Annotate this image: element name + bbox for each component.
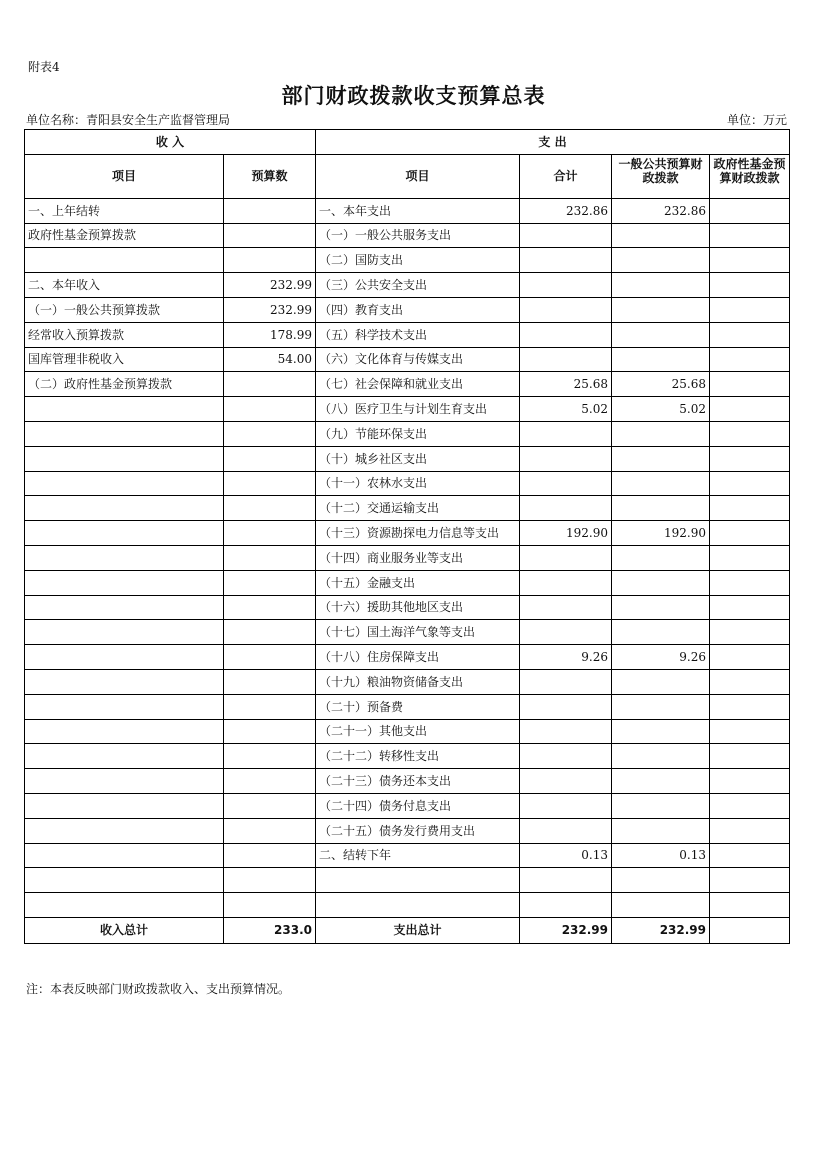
footnote: 注：本表反映部门财政拨款收入、支出预算情况。 (26, 982, 291, 996)
expense-total-cell (520, 421, 612, 446)
expense-fund-cell (710, 198, 790, 223)
expense-total-cell: 192.90 (520, 521, 612, 546)
expense-item-cell: （六）文化体育与传媒支出 (316, 347, 520, 372)
expense-item-cell (316, 893, 520, 918)
expense-general-cell: 232.86 (612, 198, 710, 223)
expense-item-cell: （二十）预备费 (316, 694, 520, 719)
table-row (25, 669, 790, 694)
expense-fund-cell (710, 273, 790, 298)
expense-total-cell (520, 595, 612, 620)
expense-general-cell (612, 868, 710, 893)
expense-general-cell (612, 545, 710, 570)
table-row (25, 297, 790, 322)
table-row (25, 793, 790, 818)
income-amount-cell (224, 620, 316, 645)
expense-fund-cell (710, 893, 790, 918)
expense-fund-cell (710, 570, 790, 595)
currency-unit: 单位：万元 (726, 113, 787, 127)
expense-item-cell: （十）城乡社区支出 (316, 446, 520, 471)
expense-general-cell: 0.13 (612, 843, 710, 868)
income-amount-cell (224, 397, 316, 422)
table-row (25, 818, 790, 843)
income-amount-cell (224, 471, 316, 496)
income-amount-cell (224, 545, 316, 570)
expense-fund-cell (710, 545, 790, 570)
table-row (25, 471, 790, 496)
expense-general-cell (612, 223, 710, 248)
income-amount-cell (224, 793, 316, 818)
expense-total-cell (520, 744, 612, 769)
income-amount-cell (224, 669, 316, 694)
income-amount-cell (224, 694, 316, 719)
income-amount-cell (224, 446, 316, 471)
page-title: 部门财政拨款收支预算总表 (281, 84, 546, 108)
income-item-cell: 二、本年收入 (25, 273, 224, 298)
expense-general-cell (612, 273, 710, 298)
expense-fund-cell (710, 521, 790, 546)
income-amount-cell: 232.99 (224, 297, 316, 322)
column-header-row (25, 154, 790, 198)
expense-general-cell: 25.68 (612, 372, 710, 397)
table-row (25, 496, 790, 521)
budget-table (24, 129, 790, 944)
unit-name: 单位名称：青阳县安全生产监督管理局 (26, 113, 231, 127)
table-row (25, 347, 790, 372)
expense-item-cell: （二）国防支出 (316, 248, 520, 273)
table-row (25, 769, 790, 794)
table-row (25, 446, 790, 471)
expense-item-cell: （二十二）转移性支出 (316, 744, 520, 769)
expense-fund-cell (710, 694, 790, 719)
expense-item-cell: （十九）粮油物资储备支出 (316, 669, 520, 694)
expense-general-cell: 5.02 (612, 397, 710, 422)
income-item-cell (25, 248, 224, 273)
expense-item-cell: （三）公共安全支出 (316, 273, 520, 298)
expense-fund-cell (710, 496, 790, 521)
income-amount-cell (224, 645, 316, 670)
income-item-cell (25, 744, 224, 769)
table-row (25, 223, 790, 248)
income-item-cell (25, 521, 224, 546)
group-header-row (25, 130, 790, 155)
expense-general-cell: 192.90 (612, 521, 710, 546)
expense-fund-total (710, 917, 790, 943)
expense-general-header: 一般公共预算财政拨款 (612, 154, 710, 198)
table-row (25, 719, 790, 744)
expense-general-cell (612, 620, 710, 645)
expense-fund-cell (710, 769, 790, 794)
expense-total-cell (520, 545, 612, 570)
income-amount-cell (224, 521, 316, 546)
expense-item-cell: （十四）商业服务业等支出 (316, 545, 520, 570)
income-amount-cell (224, 843, 316, 868)
income-amount-cell (224, 248, 316, 273)
expense-general-cell (612, 421, 710, 446)
expense-fund-cell (710, 471, 790, 496)
expense-fund-header: 政府性基金预算财政拨款 (710, 154, 790, 198)
total-row (25, 917, 790, 943)
table-row (25, 595, 790, 620)
expense-total-cell (520, 793, 612, 818)
expense-total-cell: 5.02 (520, 397, 612, 422)
expense-fund-cell (710, 669, 790, 694)
expense-general-cell (612, 322, 710, 347)
expense-total-cell (520, 669, 612, 694)
table-row (25, 248, 790, 273)
expense-general-cell (612, 744, 710, 769)
income-amount-cell (224, 223, 316, 248)
income-item-cell (25, 893, 224, 918)
income-amount-cell (224, 818, 316, 843)
income-item-cell (25, 694, 224, 719)
income-amount-cell: 54.00 (224, 347, 316, 372)
expense-total-cell (520, 347, 612, 372)
income-item-cell (25, 645, 224, 670)
expense-general-cell (612, 893, 710, 918)
income-item-cell (25, 496, 224, 521)
expense-total-cell (520, 570, 612, 595)
table-row (25, 273, 790, 298)
income-amount-cell (224, 198, 316, 223)
expense-total-cell (520, 868, 612, 893)
expense-fund-cell (710, 421, 790, 446)
expense-general-cell (612, 595, 710, 620)
expense-fund-cell (710, 793, 790, 818)
expense-item-cell: （十五）金融支出 (316, 570, 520, 595)
expense-item-cell: （二十五）债务发行费用支出 (316, 818, 520, 843)
expense-item-cell: （十三）资源勘探电力信息等支出 (316, 521, 520, 546)
expense-item-cell: （八）医疗卫生与计划生育支出 (316, 397, 520, 422)
income-item-cell (25, 545, 224, 570)
expense-item-cell: （十六）援助其他地区支出 (316, 595, 520, 620)
income-amount-cell (224, 744, 316, 769)
income-amount-cell (224, 421, 316, 446)
expense-fund-cell (710, 223, 790, 248)
income-amount-cell (224, 769, 316, 794)
income-amount-cell: 178.99 (224, 322, 316, 347)
income-amount-cell (224, 372, 316, 397)
income-total-label: 收入总计 (25, 917, 224, 943)
expense-group-header: 支 出 (316, 130, 790, 155)
income-item-cell (25, 397, 224, 422)
income-amount-cell (224, 570, 316, 595)
table-row (25, 645, 790, 670)
income-amount-cell (224, 496, 316, 521)
income-item-cell (25, 793, 224, 818)
expense-total-cell (520, 248, 612, 273)
table-row (25, 198, 790, 223)
expense-general-total: 232.99 (612, 917, 710, 943)
income-item-header: 项目 (25, 154, 224, 198)
income-item-cell (25, 421, 224, 446)
expense-general-cell (612, 446, 710, 471)
table-row (25, 893, 790, 918)
expense-total-cell: 232.86 (520, 198, 612, 223)
expense-general-cell (612, 570, 710, 595)
expense-general-cell (612, 793, 710, 818)
expense-general-cell (612, 496, 710, 521)
income-item-cell (25, 843, 224, 868)
expense-general-cell: 9.26 (612, 645, 710, 670)
table-row (25, 744, 790, 769)
expense-item-cell: （十八）住房保障支出 (316, 645, 520, 670)
table-row (25, 868, 790, 893)
income-amount-header: 预算数 (224, 154, 316, 198)
income-item-cell: 经常收入预算拨款 (25, 322, 224, 347)
income-item-cell (25, 570, 224, 595)
expense-total-cell (520, 273, 612, 298)
expense-item-cell: （四）教育支出 (316, 297, 520, 322)
expense-total-cell (520, 769, 612, 794)
expense-fund-cell (710, 719, 790, 744)
expense-item-cell: （二十三）债务还本支出 (316, 769, 520, 794)
table-row (25, 843, 790, 868)
income-group-header: 收 入 (25, 130, 316, 155)
expense-item-cell: （七）社会保障和就业支出 (316, 372, 520, 397)
expense-item-cell: （五）科学技术支出 (316, 322, 520, 347)
expense-total-cell (520, 694, 612, 719)
expense-total-cell (520, 818, 612, 843)
expense-fund-cell (710, 248, 790, 273)
expense-total-cell (520, 893, 612, 918)
table-row (25, 545, 790, 570)
expense-total-cell (520, 297, 612, 322)
expense-item-cell: （九）节能环保支出 (316, 421, 520, 446)
expense-total-label: 支出总计 (316, 917, 520, 943)
income-item-cell: 政府性基金预算拨款 (25, 223, 224, 248)
expense-fund-cell (710, 744, 790, 769)
income-amount-cell: 232.99 (224, 273, 316, 298)
expense-fund-cell (710, 620, 790, 645)
expense-general-cell (612, 248, 710, 273)
expense-general-cell (612, 719, 710, 744)
expense-fund-cell (710, 843, 790, 868)
expense-general-cell (612, 347, 710, 372)
expense-fund-cell (710, 868, 790, 893)
expense-total-cell: 0.13 (520, 843, 612, 868)
expense-general-cell (612, 769, 710, 794)
expense-general-cell (612, 694, 710, 719)
income-item-cell (25, 818, 224, 843)
expense-total-cell (520, 620, 612, 645)
expense-item-cell: 一、本年支出 (316, 198, 520, 223)
income-item-cell (25, 595, 224, 620)
table-row (25, 694, 790, 719)
expense-item-cell: （二十一）其他支出 (316, 719, 520, 744)
expense-total-amount: 232.99 (520, 917, 612, 943)
expense-fund-cell (710, 397, 790, 422)
expense-item-cell: （一）一般公共服务支出 (316, 223, 520, 248)
expense-fund-cell (710, 446, 790, 471)
expense-fund-cell (710, 347, 790, 372)
income-item-cell (25, 769, 224, 794)
table-row (25, 570, 790, 595)
attachment-label: 附表4 (28, 60, 60, 74)
income-item-cell (25, 471, 224, 496)
expense-total-cell (520, 496, 612, 521)
expense-item-cell: （十七）国土海洋气象等支出 (316, 620, 520, 645)
expense-fund-cell (710, 372, 790, 397)
table-row (25, 521, 790, 546)
expense-fund-cell (710, 322, 790, 347)
expense-general-cell (612, 297, 710, 322)
income-item-cell (25, 669, 224, 694)
income-item-cell: 国库管理非税收入 (25, 347, 224, 372)
expense-item-cell (316, 868, 520, 893)
table-row (25, 397, 790, 422)
income-item-cell: 一、上年结转 (25, 198, 224, 223)
expense-item-header: 项目 (316, 154, 520, 198)
expense-total-cell (520, 719, 612, 744)
income-item-cell (25, 446, 224, 471)
table-row (25, 620, 790, 645)
income-total-amount: 233.0 (224, 917, 316, 943)
expense-general-cell (612, 669, 710, 694)
expense-general-cell (612, 818, 710, 843)
income-amount-cell (224, 719, 316, 744)
expense-item-cell: （十一）农林水支出 (316, 471, 520, 496)
table-row (25, 421, 790, 446)
expense-total-cell: 25.68 (520, 372, 612, 397)
expense-fund-cell (710, 645, 790, 670)
income-item-cell (25, 719, 224, 744)
expense-fund-cell (710, 818, 790, 843)
expense-item-cell: 二、结转下年 (316, 843, 520, 868)
expense-total-cell (520, 322, 612, 347)
expense-total-cell (520, 223, 612, 248)
table-row (25, 372, 790, 397)
expense-total-cell: 9.26 (520, 645, 612, 670)
income-item-cell: （一）一般公共预算拨款 (25, 297, 224, 322)
expense-item-cell: （十二）交通运输支出 (316, 496, 520, 521)
table-row (25, 322, 790, 347)
income-amount-cell (224, 595, 316, 620)
income-item-cell: （二）政府性基金预算拨款 (25, 372, 224, 397)
income-amount-cell (224, 893, 316, 918)
income-item-cell (25, 868, 224, 893)
expense-general-cell (612, 471, 710, 496)
income-item-cell (25, 620, 224, 645)
expense-item-cell: （二十四）债务付息支出 (316, 793, 520, 818)
expense-total-cell (520, 446, 612, 471)
expense-fund-cell (710, 595, 790, 620)
expense-total-header: 合计 (520, 154, 612, 198)
income-amount-cell (224, 868, 316, 893)
expense-fund-cell (710, 297, 790, 322)
expense-total-cell (520, 471, 612, 496)
